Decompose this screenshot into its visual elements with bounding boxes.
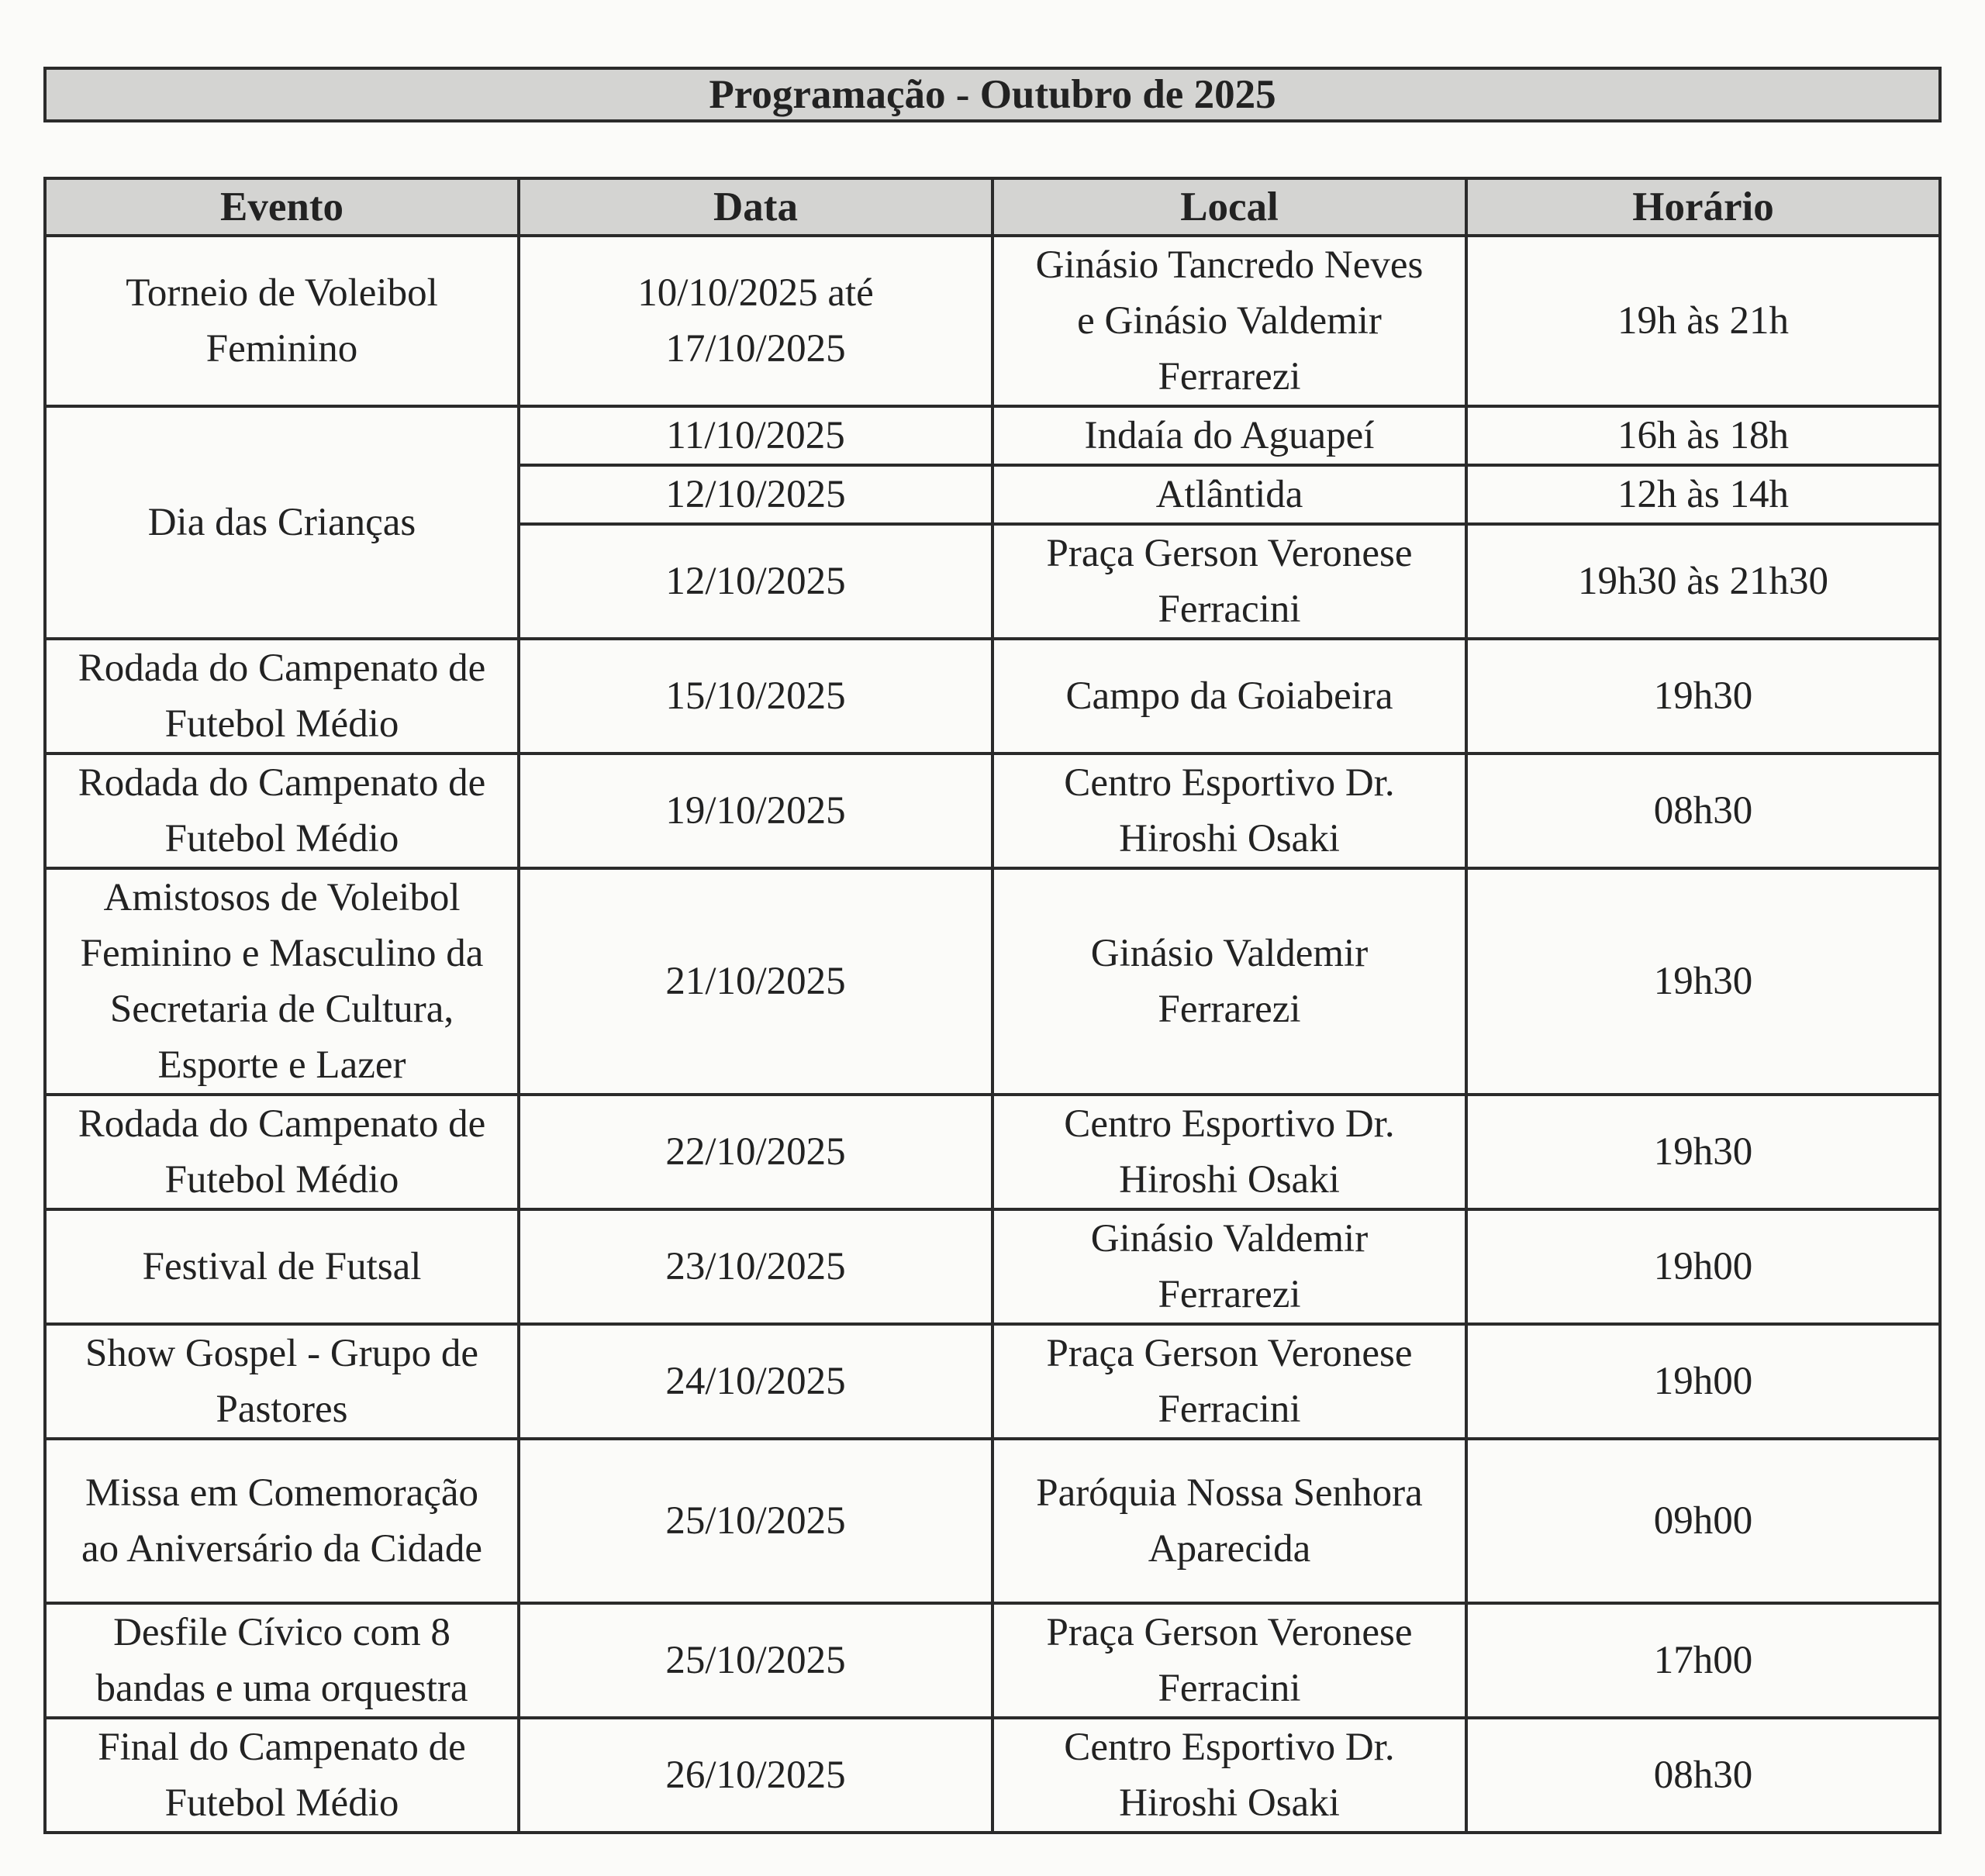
cell-data: 26/10/2025	[519, 1718, 992, 1833]
header-horario: Horário	[1466, 178, 1940, 236]
table-row	[45, 754, 1940, 868]
cell-evento: Rodada do Campenato de Futebol Médio	[45, 754, 519, 868]
cell-evento: Rodada do Campenato de Futebol Médio	[45, 1095, 519, 1209]
cell-horario: 19h às 21h	[1466, 236, 1940, 406]
cell-local: Praça Gerson Veronese Ferracini	[992, 1603, 1466, 1718]
table-row	[45, 1439, 1940, 1603]
cell-data: 25/10/2025	[519, 1603, 992, 1718]
cell-data: 21/10/2025	[519, 868, 992, 1095]
cell-local: Ginásio Valdemir Ferrarezi	[992, 868, 1466, 1095]
cell-horario: 19h00	[1466, 1324, 1940, 1439]
table-row	[45, 236, 1940, 406]
cell-horario: 19h30 às 21h30	[1466, 524, 1940, 639]
cell-horario: 08h30	[1466, 754, 1940, 868]
cell-local: Ginásio Valdemir Ferrarezi	[992, 1209, 1466, 1324]
page-title: Programação - Outubro de 2025	[43, 67, 1942, 122]
cell-evento: Desfile Cívico com 8 bandas e uma orquestra	[45, 1603, 519, 1718]
cell-local: Ginásio Tancredo Neves e Ginásio Valdemir Ferrarezi	[992, 236, 1466, 406]
cell-evento: Amistosos de Voleibol Feminino e Masculino da Secretaria de Cultura, Esporte e Lazer	[45, 868, 519, 1095]
cell-local: Paróquia Nossa Senhora Aparecida	[992, 1439, 1466, 1603]
cell-local: Indaía do Aguapeí	[992, 406, 1466, 465]
table-header-row	[45, 178, 1940, 236]
cell-evento: Torneio de Voleibol Feminino	[45, 236, 519, 406]
cell-local: Centro Esportivo Dr. Hiroshi Osaki	[992, 1718, 1466, 1833]
cell-horario: 08h30	[1466, 1718, 1940, 1833]
cell-evento: Festival de Futsal	[45, 1209, 519, 1324]
table-row	[45, 1603, 1940, 1718]
cell-horario: 09h00	[1466, 1439, 1940, 1603]
cell-horario: 19h00	[1466, 1209, 1940, 1324]
cell-local: Centro Esportivo Dr. Hiroshi Osaki	[992, 1095, 1466, 1209]
cell-data: 12/10/2025	[519, 524, 992, 639]
cell-data: 24/10/2025	[519, 1324, 992, 1439]
cell-horario: 19h30	[1466, 868, 1940, 1095]
cell-horario: 16h às 18h	[1466, 406, 1940, 465]
cell-data: 10/10/2025 até 17/10/2025	[519, 236, 992, 406]
table-row	[45, 1209, 1940, 1324]
cell-local: Campo da Goiabeira	[992, 639, 1466, 754]
cell-evento: Dia das Crianças	[45, 406, 519, 639]
cell-evento: Show Gospel - Grupo de Pastores	[45, 1324, 519, 1439]
cell-data: 25/10/2025	[519, 1439, 992, 1603]
table-row	[45, 639, 1940, 754]
table-row	[45, 1095, 1940, 1209]
cell-data: 15/10/2025	[519, 639, 992, 754]
schedule-table	[43, 177, 1942, 1834]
header-local: Local	[992, 178, 1466, 236]
cell-data: 11/10/2025	[519, 406, 992, 465]
cell-horario: 12h às 14h	[1466, 465, 1940, 524]
cell-data: 12/10/2025	[519, 465, 992, 524]
cell-local: Praça Gerson Veronese Ferracini	[992, 1324, 1466, 1439]
table-row	[45, 1324, 1940, 1439]
table-row	[45, 868, 1940, 1095]
header-data: Data	[519, 178, 992, 236]
cell-evento: Rodada do Campenato de Futebol Médio	[45, 639, 519, 754]
table-row	[45, 406, 1940, 465]
cell-evento: Final do Campenato de Futebol Médio	[45, 1718, 519, 1833]
cell-evento: Missa em Comemoração ao Aniversário da Cidade	[45, 1439, 519, 1603]
cell-horario: 19h30	[1466, 639, 1940, 754]
cell-local: Praça Gerson Veronese Ferracini	[992, 524, 1466, 639]
cell-local: Atlântida	[992, 465, 1466, 524]
cell-horario: 19h30	[1466, 1095, 1940, 1209]
cell-data: 19/10/2025	[519, 754, 992, 868]
cell-horario: 17h00	[1466, 1603, 1940, 1718]
table-row	[45, 1718, 1940, 1833]
cell-local: Centro Esportivo Dr. Hiroshi Osaki	[992, 754, 1466, 868]
header-evento: Evento	[45, 178, 519, 236]
cell-data: 23/10/2025	[519, 1209, 992, 1324]
cell-data: 22/10/2025	[519, 1095, 992, 1209]
